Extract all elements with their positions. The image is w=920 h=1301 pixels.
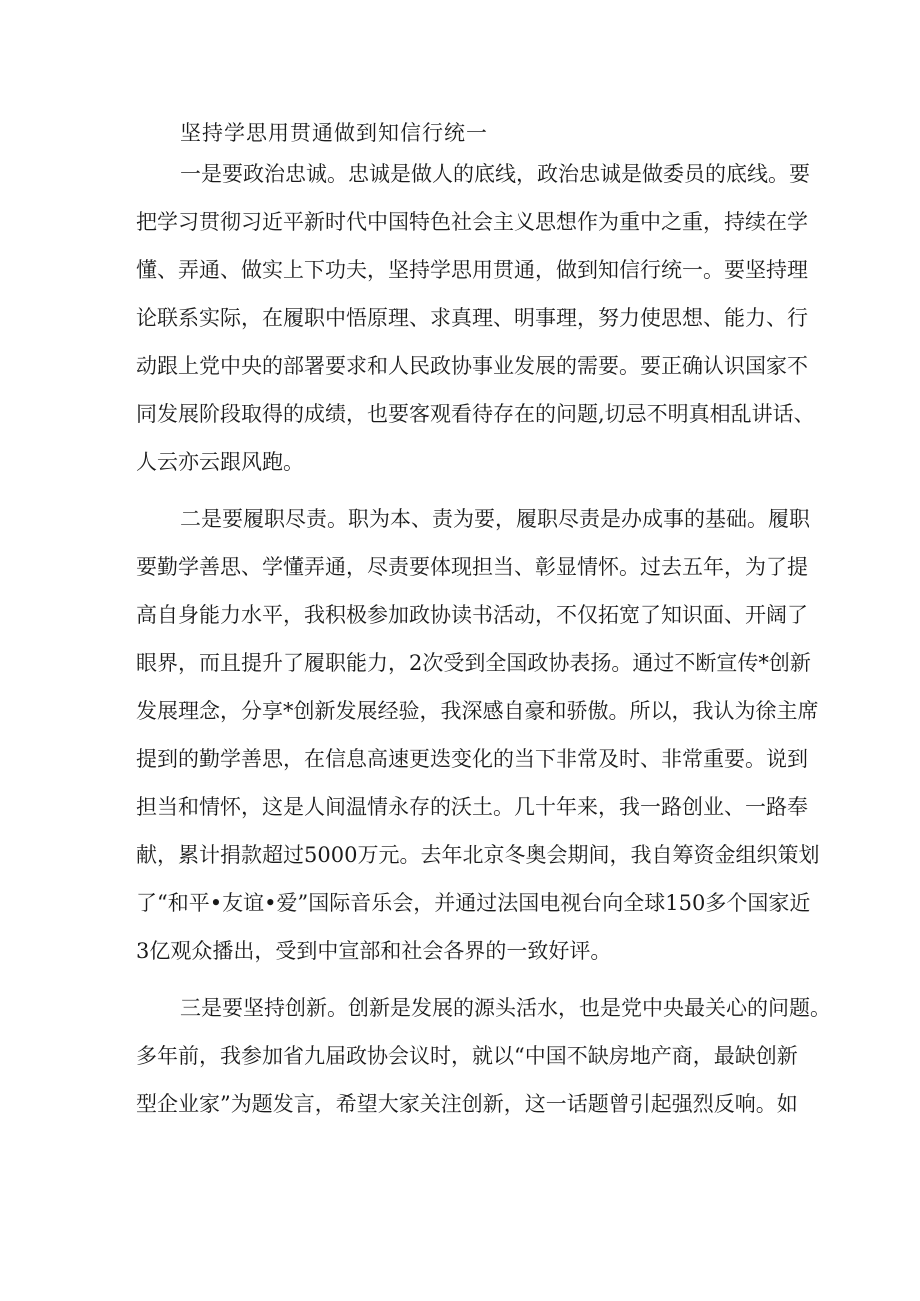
- paragraph-2-line-10: 3亿观众播出，受到中宣部和社会各界的一致好评。: [136, 939, 612, 963]
- document-title: 坚持学思用贯通做到知信行统一: [180, 121, 488, 145]
- paragraph-2-line-4: 眼界，而且提升了履职能力，2次受到全国政协表扬。通过不断宣传*创新: [136, 651, 811, 675]
- paragraph-1-line-3: 懂、弄通、做实上下功夫，坚持学思用贯通，做到知信行统一。要坚持理: [136, 258, 808, 282]
- paragraph-3-line-2: 多年前，我参加省九届政协会议时，就以“中国不缺房地产商，最缺创新: [136, 1044, 798, 1068]
- paragraph-1-line-4: 论联系实际，在履职中悟原理、求真理、明事理，努力使思想、能力、行: [136, 306, 808, 330]
- paragraph-2-line-8: 献，累计捐款超过5000万元。去年北京冬奥会期间，我自筹资金组织策划: [136, 843, 820, 867]
- paragraph-2-line-6: 提到的勤学善思，在信息高速更迭变化的当下非常及时、非常重要。说到: [136, 747, 808, 771]
- paragraph-1-line-2: 把学习贯彻习近平新时代中国特色社会主义思想作为重中之重，持续在学: [136, 210, 808, 234]
- paragraph-1-line-1: 一是要政治忠诚。忠诚是做人的底线，政治忠诚是做委员的底线。要: [180, 162, 810, 186]
- paragraph-2-line-3: 高自身能力水平，我积极参加政协读书活动，不仅拓宽了知识面、开阔了: [136, 603, 808, 627]
- paragraph-2-line-9: 了“和平•友谊•爱”国际音乐会，并通过法国电视台向全球150多个国家近: [136, 891, 811, 915]
- paragraph-2-line-5: 发展理念，分享*创新发展经验，我深感自豪和骄傲。所以，我认为徐主席: [136, 699, 819, 723]
- paragraph-3-line-1: 三是要坚持创新。创新是发展的源头活水，也是党中央最关心的问题。: [180, 996, 831, 1020]
- paragraph-2-line-2: 要勤学善思、学懂弄通，尽责要体现担当、彰显情怀。过去五年，为了提: [136, 555, 808, 579]
- paragraph-1-line-6: 同发展阶段取得的成绩，也要客观看待存在的问题,切忌不明真相乱讲话、: [136, 402, 815, 426]
- paragraph-1-line-7: 人云亦云跟风跑。: [136, 450, 304, 474]
- paragraph-2-line-1: 二是要履职尽责。职为本、责为要，履职尽责是办成事的基础。履职: [180, 507, 810, 531]
- paragraph-3-line-3: 型企业家”为题发言，希望大家关注创新，这一话题曾引起强烈反响。如: [136, 1092, 798, 1116]
- paragraph-1-line-5: 动跟上党中央的部署要求和人民政协事业发展的需要。要正确认识国家不: [136, 354, 808, 378]
- paragraph-2-line-7: 担当和情怀，这是人间温情永存的沃土。几十年来，我一路创业、一路奉: [136, 795, 808, 819]
